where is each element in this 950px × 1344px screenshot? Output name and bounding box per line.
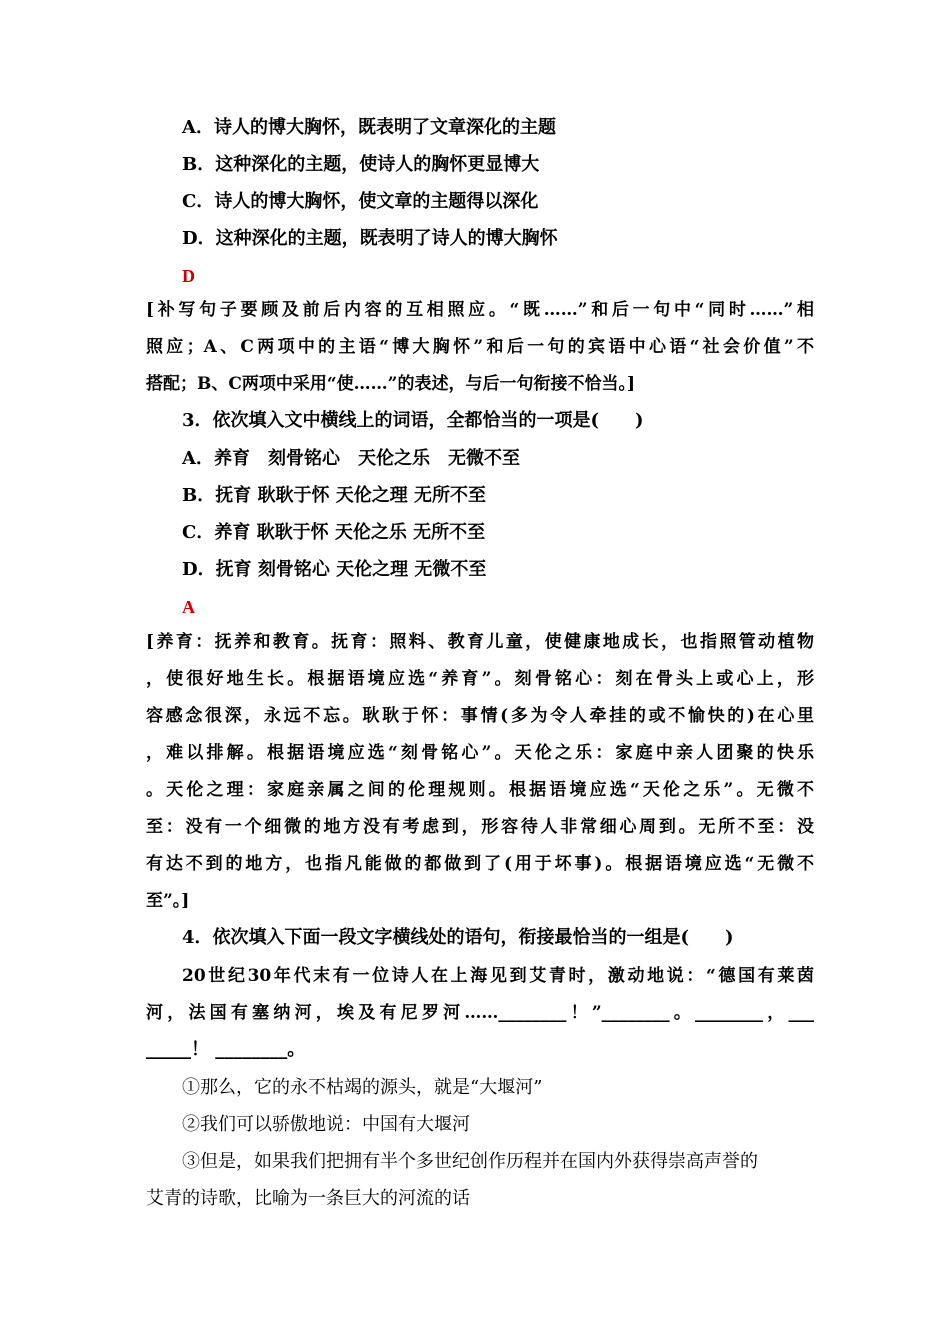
q3-option-d: D．抚育 刻骨铭心 天伦之理 无微不至	[182, 559, 487, 580]
q3-explanation-line: 。天伦之理：家庭亲属之间的伦理规则。根据语境应选“天伦之乐”。无微不	[146, 780, 814, 800]
q3-question: 3．依次填入文中横线上的词语，全都恰当的一项是( )	[182, 410, 644, 431]
q3-explanation-line: [养育：抚养和教育。抚育：照料、教育儿童，使健康地成长，也指照管动植物	[146, 632, 814, 652]
q2-explanation-line: [补写句子要顾及前后内容的互相照应。“既……”和后一句中“同时……”相	[146, 300, 814, 320]
q3-explanation-line: ，难以排解。根据语境应选“刻骨铭心”。天伦之乐：家庭中亲人团聚的快乐	[146, 743, 814, 763]
q3-option-c: C．养育 耿耿于怀 天伦之乐 无所不至	[182, 522, 486, 543]
q2-option-b: B．这种深化的主题，使诗人的胸怀更显博大	[182, 154, 540, 175]
q4-passage-line: 河，法国有塞纳河，埃及有尼罗河……________！”________。________，___	[146, 1003, 814, 1023]
q4-question: 4．依次填入下面一段文字横线处的语句，衔接最恰当的一组是( )	[182, 927, 734, 948]
q3-option-a: A．养育 刻骨铭心 天伦之乐 无微不至	[182, 448, 520, 469]
q4-item-1: ①那么，它的永不枯竭的源头，就是“大堰河”	[182, 1077, 543, 1098]
q2-option-d: D．这种深化的主题，既表明了诗人的博大胸怀	[182, 228, 558, 249]
q2-explanation-line: 照应；A、C两项中的主语“博大胸怀”和后一句的宾语中心语“社会价值”不	[146, 337, 814, 357]
q4-item-2: ②我们可以骄傲地说：中国有大堰河	[182, 1114, 470, 1135]
q3-explanation-line: 有达不到的地方，也指凡能做的都做到了(用于坏事)。根据语境应选“无微不	[146, 854, 814, 874]
q3-explanation-line: 容感念很深，永远不忘。耿耿于怀：事情(多为令人牵挂的或不愉快的)在心里	[146, 706, 814, 726]
q3-explanation-line: 至：没有一个细微的地方没有考虑到，形容待人非常细心周到。无所不至：没	[146, 817, 814, 837]
q4-passage-line: 20世纪30年代末有一位诗人在上海见到艾青时，激动地说：“德国有莱茵	[182, 966, 814, 986]
q2-option-c: C．诗人的博大胸怀，使文章的主题得以深化	[182, 191, 539, 212]
q3-explanation-line: ，使很好地生长。根据语境应选“养育”。刻骨铭心：刻在骨头上或心上，形	[146, 669, 814, 689]
q3-answer: A	[182, 597, 195, 617]
q2-explanation-line: 搭配；B、C两项中采用“使……”的表述，与后一句衔接不恰当。]	[146, 374, 635, 394]
q4-item-3: ③但是，如果我们把拥有半个多世纪创作历程并在国内外获得崇高声誉的	[182, 1151, 758, 1172]
q4-passage-line: _____！ ________。	[146, 1039, 306, 1060]
q2-answer: D	[182, 266, 195, 286]
q4-item-3-cont: 艾青的诗歌，比喻为一条巨大的河流的话	[146, 1188, 470, 1209]
q3-explanation-line: 至”。]	[146, 891, 190, 911]
q2-option-a: A．诗人的博大胸怀，既表明了文章深化的主题	[182, 117, 556, 138]
q3-option-b: B．抚育 耿耿于怀 天伦之理 无所不至	[182, 485, 487, 506]
